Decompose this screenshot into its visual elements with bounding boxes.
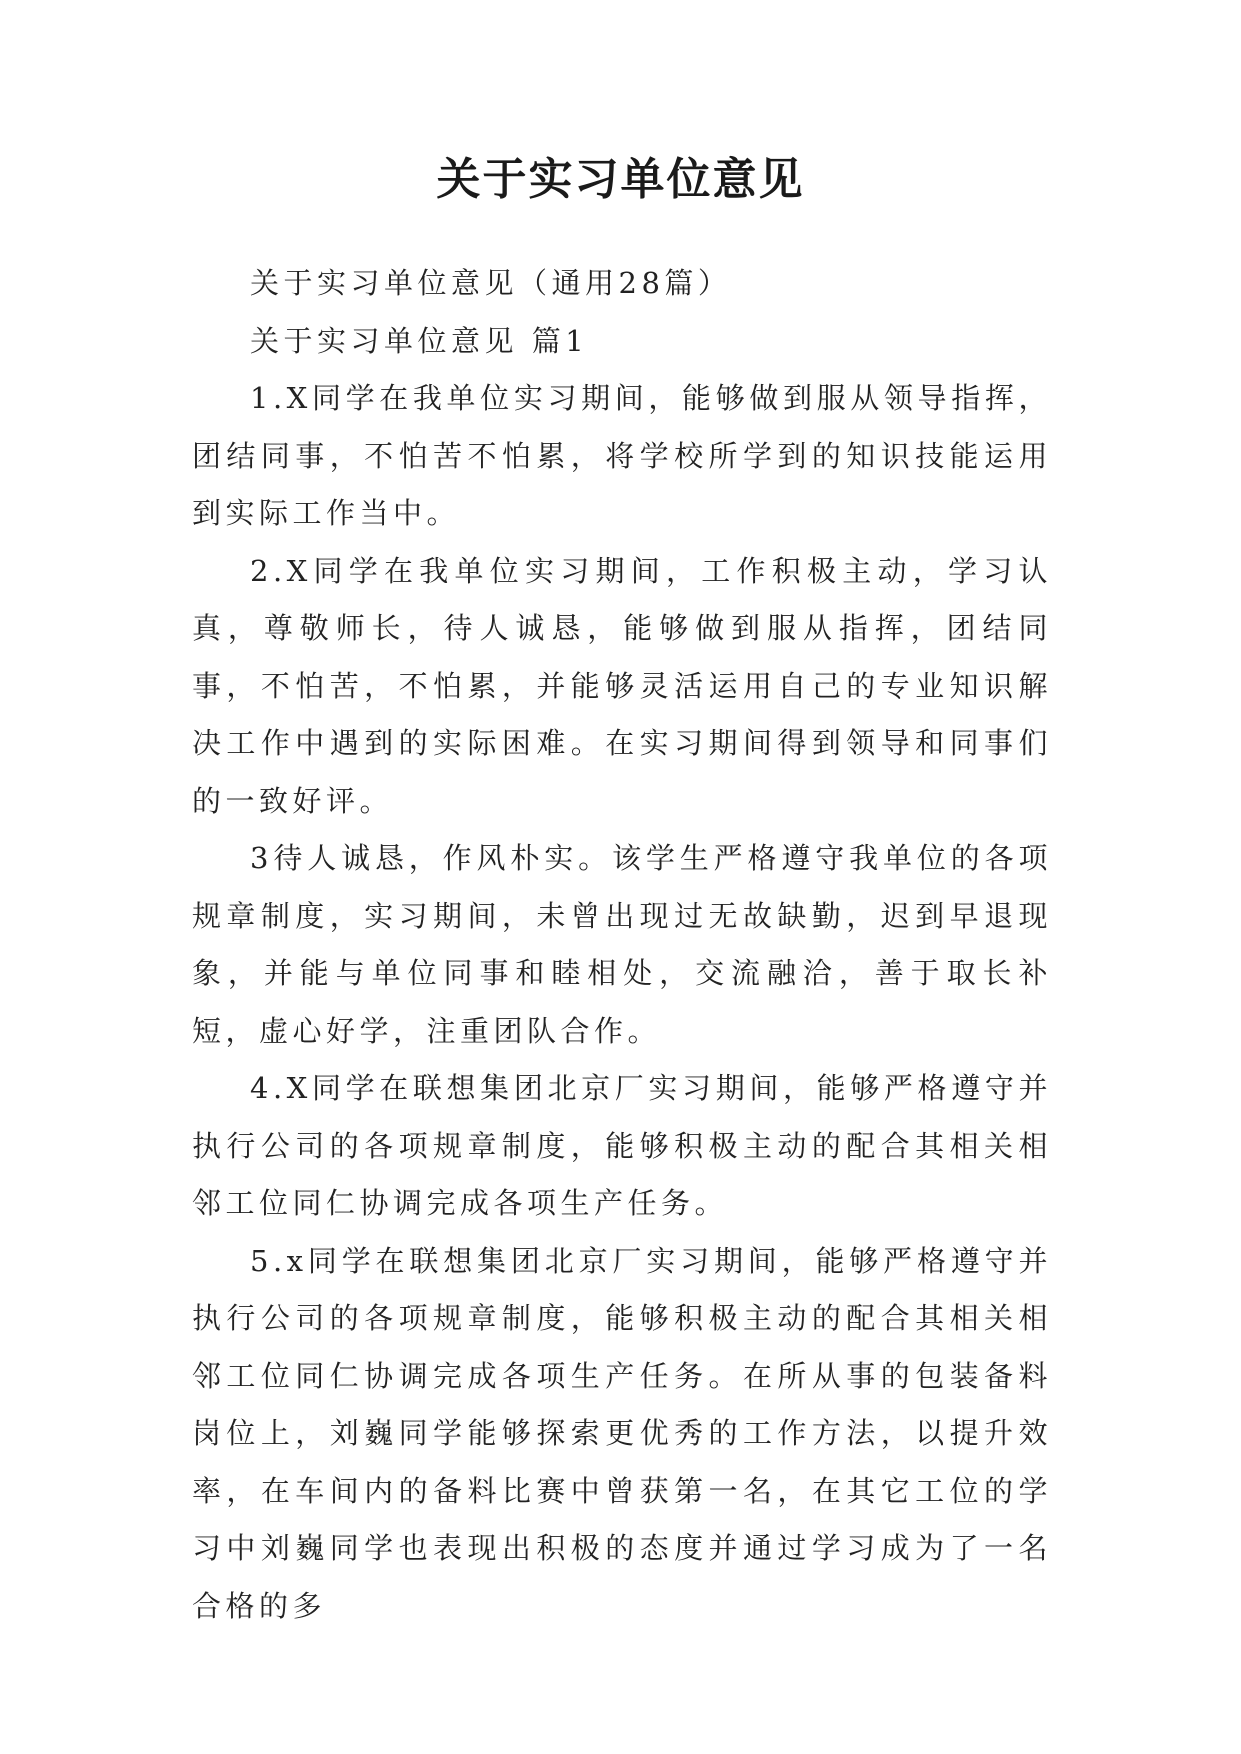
paragraph-2: 2.X同学在我单位实习期间，工作积极主动，学习认真，尊敬师长，待人诚恳，能够做到服从指挥，团结同事，不怕苦，不怕累，并能够灵活运用自己的专业知识解决工作中遇到的实际困难。在实习期间得到领导和同事们的一致好评。 xyxy=(192,553,1052,818)
document-subtitle: 关于实习单位意见（通用28篇） xyxy=(250,266,732,300)
paragraph-3: 3待人诚恳，作风朴实。该学生严格遵守我单位的各项规章制度，实习期间，未曾出现过无故缺勤，迟到早退现象，并能与单位同事和睦相处，交流融洽，善于取长补短，虚心好学，注重团队合作。 xyxy=(192,841,1052,1048)
paragraph-1: 1.X同学在我单位实习期间，能够做到服从领导指挥，团结同事，不怕苦不怕累，将学校所学到的知识技能运用到实际工作当中。 xyxy=(192,381,1052,530)
document-body xyxy=(192,255,1052,1635)
document-title: 关于实习单位意见 xyxy=(436,154,805,205)
paragraph-5: 5.x同学在联想集团北京厂实习期间，能够严格遵守并执行公司的各项规章制度，能够积极主动的配合其相关相邻工位同仁协调完成各项生产任务。在所从事的包装备料岗位上，刘巍同学能够探索更优秀的工作方法，以提升效率，在车间内的备料比赛中曾获第一名，在其它工位的学习中刘巍同学也表现出积极的态度并通过学习成为了一名合格的多 xyxy=(192,1243,1052,1623)
section-heading: 关于实习单位意见 篇1 xyxy=(250,323,589,358)
paragraph-4: 4.X同学在联想集团北京厂实习期间，能够严格遵守并执行公司的各项规章制度，能够积极主动的配合其相关相邻工位同仁协调完成各项生产任务。 xyxy=(192,1071,1052,1220)
